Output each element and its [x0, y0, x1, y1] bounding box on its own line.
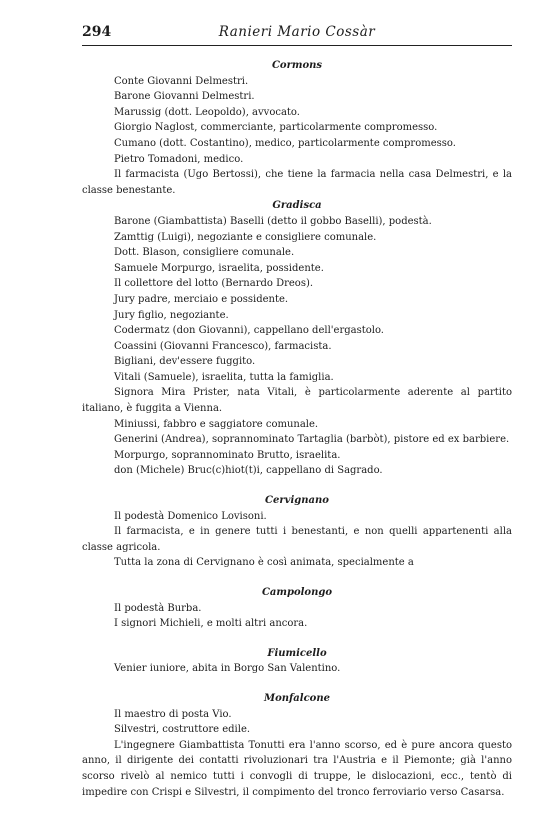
- list-item: Morpurgo, soprannominato Brutto, israelita.: [114, 449, 341, 461]
- list-item: Coassini (Giovanni Francesco), farmacista.: [114, 340, 332, 352]
- list-item: Samuele Morpurgo, israelita, possidente.: [114, 262, 324, 274]
- section-gap: [82, 571, 512, 585]
- paragraph: L'ingegnere Giambattista Tonutti era l'anno scorso, ed è pure ancora questo anno, il dirigente dei contatti rivoluzionari tra l'Austria e il Piemonte; già l'anno scorso rivelò al nemico tutti i convogli di truppe, le dislocazioni, ecc., tentò di impedire con Crispi e Silvestri, il compimento del tronco ferroviario verso Casarsa.: [82, 739, 512, 798]
- list-item: Jury figlio, negoziante.: [114, 309, 229, 321]
- list-item: I signori Michieli, e molti altri ancora.: [114, 618, 308, 630]
- section-heading-cormons: Cormons: [271, 60, 323, 71]
- page-body: [82, 58, 512, 800]
- list-item: Barone Giovanni Delmestri.: [114, 91, 255, 103]
- list-item: Silvestri, costruttore edile.: [114, 724, 251, 736]
- section-gap: [82, 677, 512, 691]
- page-header: [82, 24, 512, 46]
- list-item: Pietro Tomadoni, medico.: [114, 153, 244, 165]
- section-heading-cervignano: Cervignano: [265, 495, 329, 507]
- list-item: Il maestro di posta Vio.: [114, 708, 232, 720]
- list-item: Zamttig (Luigi), negoziante e consigliere comunale.: [114, 231, 377, 243]
- section-heading-gradisca: Gradisca: [272, 200, 322, 212]
- list-item: Il podestà Domenico Lovisoni.: [114, 510, 267, 522]
- list-item: Venier iuniore, abita in Borgo San Valentino.: [114, 663, 341, 675]
- header-rule: [82, 45, 512, 46]
- list-item: Codermatz (don Giovanni), cappellano dell'ergastolo.: [114, 325, 384, 337]
- paragraph: Tutta la zona di Cervignano è così animata, specialmente a: [114, 557, 414, 569]
- page-number: 294: [82, 24, 112, 40]
- list-item: Cumano (dott. Costantino), medico, particolarmente compromesso.: [114, 137, 456, 149]
- list-item: Giorgio Naglost, commerciante, particolarmente compromesso.: [114, 122, 438, 134]
- section-gap: [82, 479, 512, 493]
- section-heading-monfalcone: Monfalcone: [264, 692, 330, 704]
- section-heading-campolongo: Campolongo: [261, 587, 333, 598]
- section-heading-fiumicello: Fiumicello: [267, 647, 327, 659]
- list-item: Bigliani, dev'essere fuggito.: [114, 356, 256, 368]
- paragraph: Il farmacista, e in genere tutti i benestanti, e non quelli appartenenti alla classe agricola.: [82, 526, 512, 553]
- paragraph: Signora Mira Prister, nata Vitali, è particolarmente aderente al partito italiano, è fuggita a Vienna.: [82, 387, 512, 415]
- running-head: Ranieri Mario Cossàr: [218, 24, 376, 40]
- list-item: Il collettore del lotto (Bernardo Dreos).: [114, 278, 314, 290]
- list-item: Jury padre, merciaio e possidente.: [114, 293, 289, 305]
- list-item: Marussig (dott. Leopoldo), avvocato.: [114, 106, 300, 118]
- list-item: Il podestà Burba.: [114, 602, 202, 614]
- paragraph: Il farmacista (Ugo Bertossi), che tiene la farmacia nella casa Delmestri, e la classe benestante.: [82, 169, 512, 196]
- list-item: Barone (Giambattista) Baselli (detto il gobbo Baselli), podestà.: [114, 215, 432, 227]
- section-gap: [82, 632, 512, 646]
- list-item: Dott. Blason, consigliere comunale.: [114, 247, 295, 259]
- list-item: don (Michele) Bruc(c)hiot(t)i, cappellano di Sagrado.: [114, 465, 383, 477]
- list-item: Miniussi, fabbro e saggiatore comunale.: [114, 418, 319, 430]
- list-item: Conte Giovanni Delmestri.: [114, 75, 249, 87]
- list-item: Generini (Andrea), soprannominato Tartaglia (barbòt), pistore ed ex barbiere.: [114, 434, 510, 446]
- list-item: Vitali (Samuele), israelita, tutta la famiglia.: [114, 371, 334, 383]
